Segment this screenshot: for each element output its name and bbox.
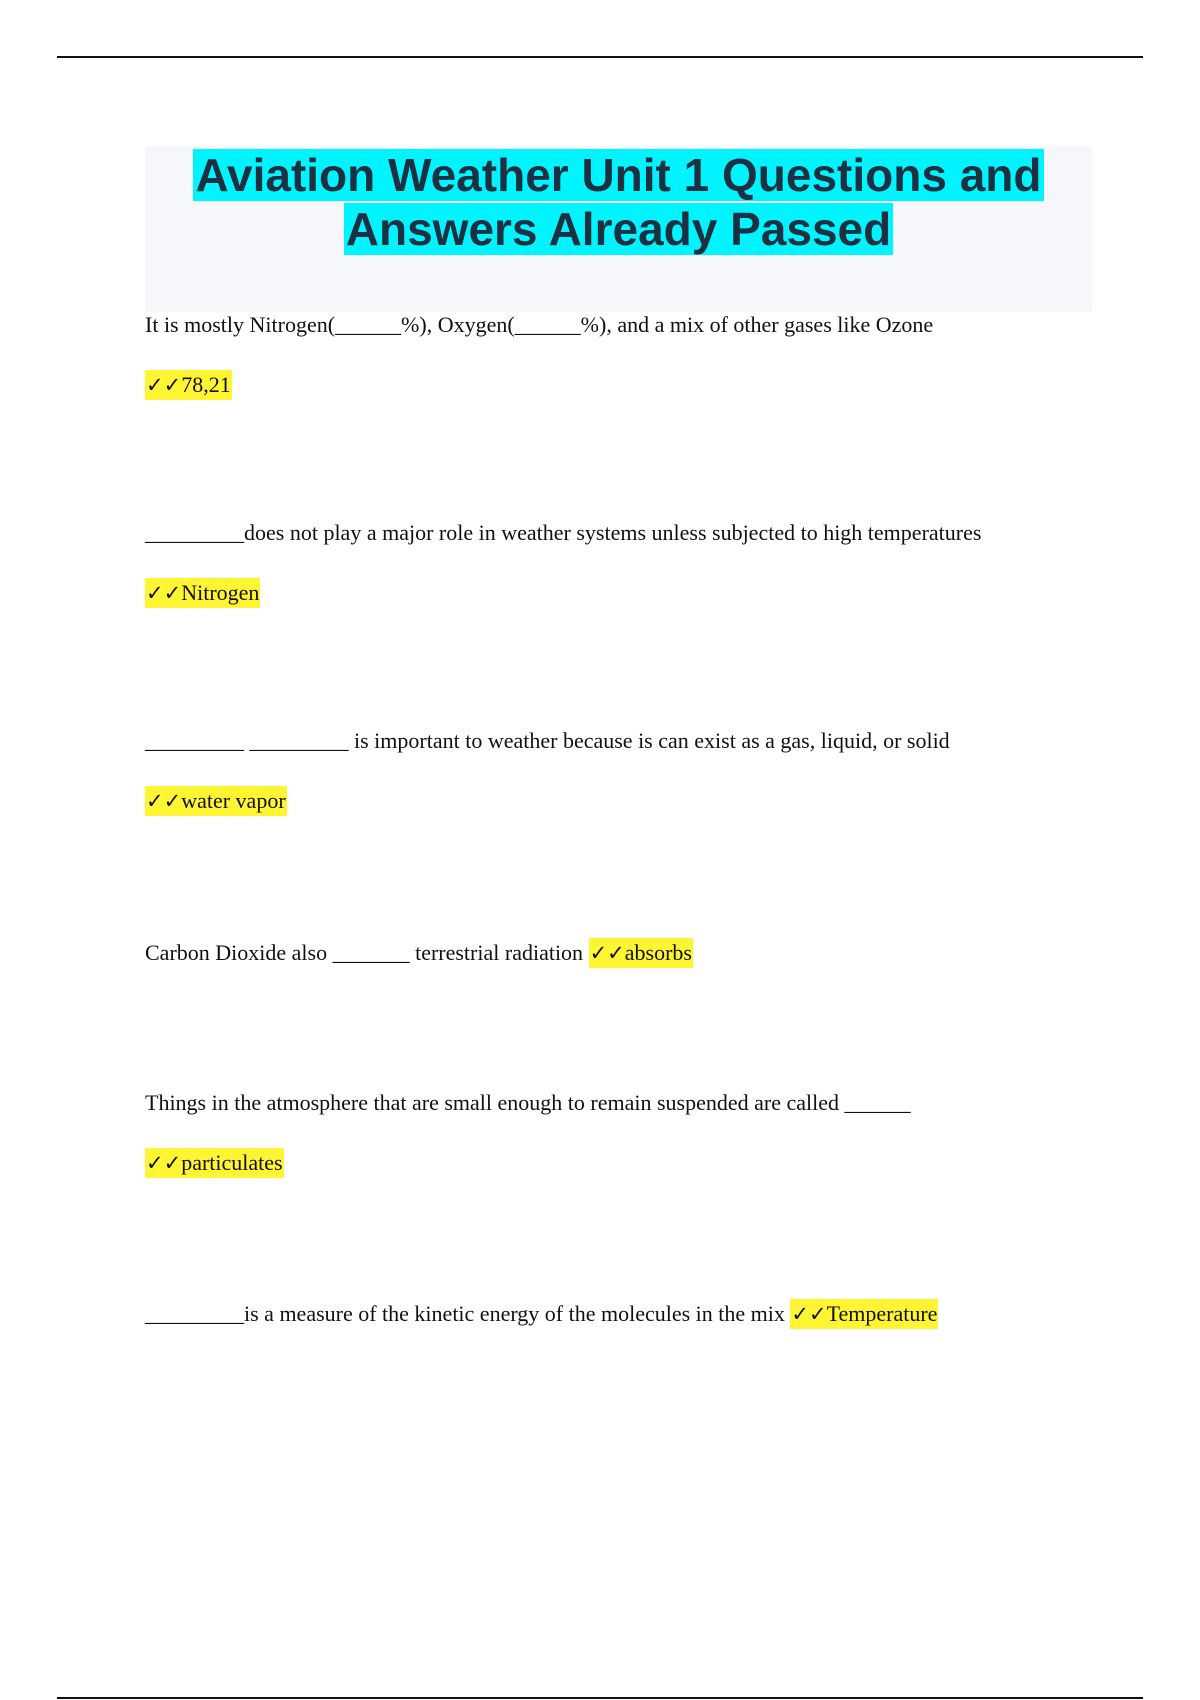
- question-text: Carbon Dioxide also _______ terrestrial radiation: [145, 940, 584, 965]
- page-bottom-rule: [57, 1697, 1143, 1699]
- question-4: [145, 939, 1145, 967]
- page-top-rule: [57, 56, 1143, 58]
- check-icon: ✓✓: [589, 941, 625, 965]
- title-block: [145, 146, 1092, 312]
- question-5: Things in the atmosphere that are small enough to remain suspended are called ______: [145, 1090, 911, 1115]
- answer-text: particulates: [181, 1150, 283, 1175]
- question-2: _________does not play a major role in weather systems unless subjected to high temperatures: [145, 520, 982, 545]
- title-line-2: Answers Already Passed: [345, 203, 892, 255]
- answer-5: [145, 1149, 1145, 1177]
- answer-highlight: [145, 370, 232, 400]
- check-icon: ✓✓: [146, 581, 182, 605]
- answer-3: [145, 787, 1145, 815]
- answer-text: 78,21: [181, 372, 231, 397]
- answer-2: [145, 579, 1145, 607]
- check-icon: ✓✓: [791, 1302, 827, 1326]
- check-icon: ✓✓: [146, 373, 182, 397]
- question-6: [145, 1300, 1145, 1328]
- title-line-1: Aviation Weather Unit 1 Questions and: [195, 149, 1042, 201]
- answer-text: absorbs: [624, 940, 692, 965]
- check-icon: ✓✓: [146, 789, 182, 813]
- answer-text: water vapor: [181, 788, 286, 813]
- answer-1: [145, 371, 1145, 399]
- answer-highlight: [145, 578, 260, 608]
- answer-highlight: [145, 1148, 284, 1178]
- answer-text: Temperature: [826, 1301, 938, 1326]
- check-icon: ✓✓: [146, 1151, 182, 1175]
- answer-text: Nitrogen: [181, 580, 260, 605]
- document-title: [145, 148, 1092, 256]
- answer-highlight: [145, 786, 287, 816]
- question-1: It is mostly Nitrogen(______%), Oxygen(______%), and a mix of other gases like Ozone: [145, 312, 934, 337]
- answer-highlight: [790, 1299, 938, 1329]
- question-text: _________is a measure of the kinetic energy of the molecules in the mix: [145, 1301, 785, 1326]
- answer-highlight: [589, 938, 693, 968]
- question-3: _________ _________ is important to weather because is can exist as a gas, liquid, or solid: [145, 728, 950, 753]
